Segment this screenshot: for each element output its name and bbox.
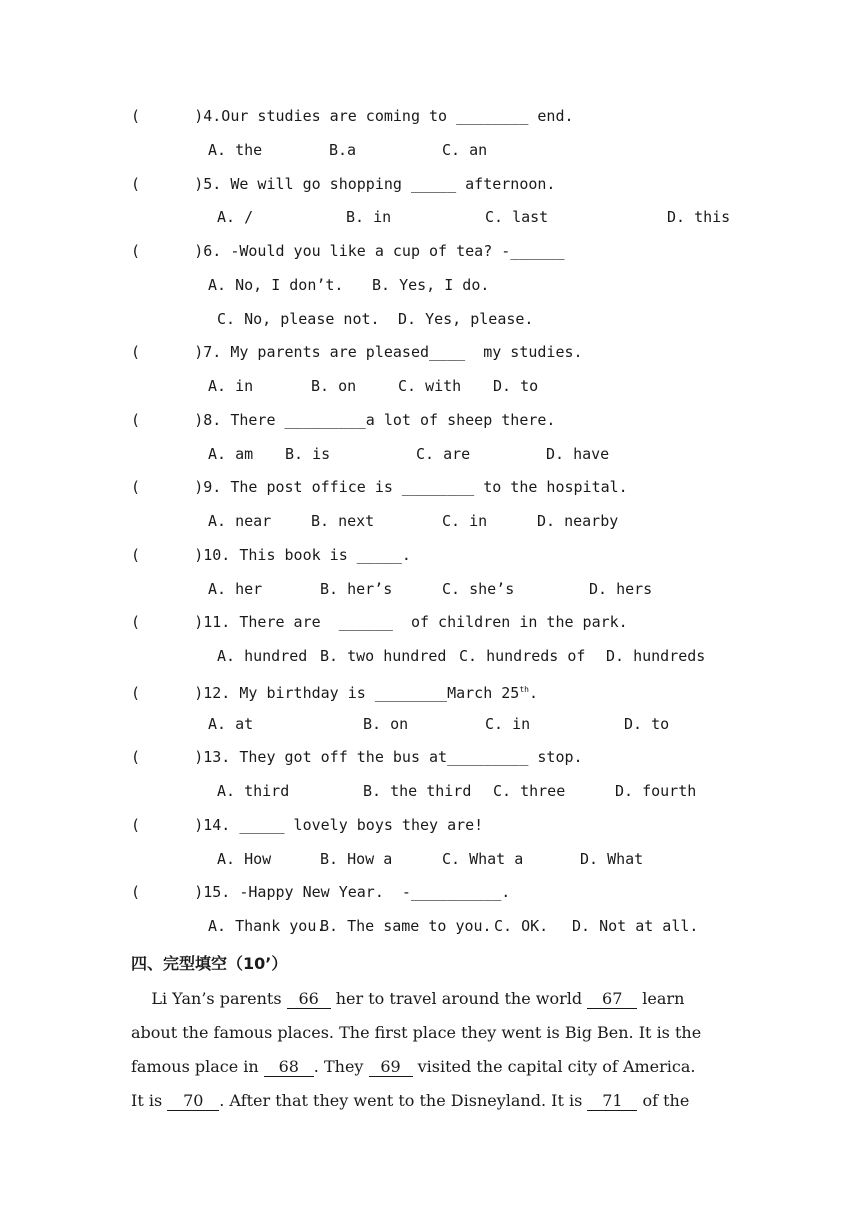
answer-option[interactable]: D. to: [624, 714, 670, 733]
question-text: ( )13. They got off the bus at_________ stop.: [131, 748, 583, 767]
passage-line-1: [131, 988, 731, 1010]
answer-option[interactable]: C. No, please not.: [217, 309, 380, 328]
answer-option[interactable]: A. near: [208, 512, 272, 530]
question-text: ( )9. The post office is ________ to the hospital.: [131, 478, 628, 497]
question-text: ( )14. _____ lovely boys they are!: [131, 815, 484, 834]
answer-option[interactable]: B. The same to you.: [320, 917, 492, 935]
blank-67[interactable]: 67: [587, 990, 637, 1009]
passage-line-2: about the famous places. The first place they went is Big Ben. It is the: [131, 1023, 702, 1042]
answer-option[interactable]: C. What a: [442, 849, 524, 868]
answer-option[interactable]: B.a: [329, 140, 357, 159]
answer-option[interactable]: B. on: [311, 377, 357, 395]
answer-option[interactable]: D. What: [580, 849, 644, 868]
answer-option[interactable]: B. Yes, I do.: [372, 275, 490, 294]
question-text: ( )4.Our studies are coming to ________ end.: [131, 107, 574, 125]
passage-text: learn: [637, 989, 685, 1008]
question-text: ( )5. We will go shopping _____ afternoon.: [131, 174, 556, 193]
answer-option[interactable]: D. Not at all.: [572, 917, 699, 935]
answer-option[interactable]: A. third: [217, 782, 290, 800]
answer-option[interactable]: A. hundred: [217, 647, 308, 665]
answer-option[interactable]: A. Thank you.: [208, 917, 326, 935]
question-text: ( )12. My birthday is ________March 25: [131, 683, 520, 702]
question-stem: [131, 680, 538, 703]
answer-option[interactable]: C. OK.: [494, 917, 549, 935]
answer-option[interactable]: C. with: [398, 377, 462, 395]
question-text: ( )11. There are ______ of children in the park.: [131, 613, 628, 632]
passage-line-4: [131, 1090, 731, 1112]
answer-option[interactable]: A. at: [208, 714, 254, 733]
passage-text: . They: [313, 1057, 369, 1076]
answer-option[interactable]: A. am: [208, 444, 254, 463]
passage-text: visited the capital city of America.: [412, 1057, 696, 1076]
question-stem: [131, 882, 510, 902]
blank-71[interactable]: 71: [587, 1092, 637, 1111]
answer-option[interactable]: D. hers: [589, 579, 653, 598]
question-text: ( )8. There _________a lot of sheep there.: [131, 410, 556, 429]
section-heading: 四、完型填空（10’）: [131, 954, 288, 973]
passage-text: famous place in: [131, 1057, 264, 1076]
question-text: ( )6. -Would you like a cup of tea? -______: [131, 242, 565, 260]
passage-text: of the: [637, 1091, 690, 1110]
question-stem: [131, 342, 583, 362]
answer-option[interactable]: A. her: [208, 579, 263, 598]
answer-option[interactable]: C. an: [442, 140, 488, 159]
question-stem: [131, 477, 628, 497]
question-stem: [131, 747, 583, 767]
question-text: ( )7. My parents are pleased____ my studies.: [131, 343, 583, 362]
question-stem: [131, 545, 411, 565]
passage-text: her to travel around the world: [330, 989, 588, 1008]
passage-line-3: [131, 1056, 731, 1078]
question-text: ( )15. -Happy New Year. -__________.: [131, 883, 511, 902]
answer-option[interactable]: B. How a: [320, 849, 393, 868]
question-stem: [131, 612, 628, 632]
answer-option[interactable]: D. nearby: [537, 512, 619, 530]
answer-option[interactable]: C. in: [485, 714, 531, 733]
answer-option[interactable]: C. she’s: [442, 579, 515, 598]
blank-68[interactable]: 68: [264, 1058, 314, 1077]
question-text-end: .: [528, 683, 538, 702]
answer-option[interactable]: B. two hundred: [320, 647, 447, 665]
passage-text: It is: [131, 1091, 168, 1110]
answer-option[interactable]: B. the third: [363, 782, 472, 800]
question-stem: [131, 106, 574, 126]
answer-option[interactable]: C. in: [442, 512, 488, 530]
answer-option[interactable]: B. in: [346, 208, 392, 227]
blank-70[interactable]: 70: [167, 1092, 219, 1111]
answer-option[interactable]: A. the: [208, 140, 263, 159]
question-stem: [131, 410, 555, 430]
answer-option[interactable]: B. is: [285, 444, 331, 463]
answer-option[interactable]: A. /: [217, 208, 254, 227]
answer-option[interactable]: A. No, I don’t.: [208, 275, 344, 294]
question-text: ( )10. This book is _____.: [131, 545, 411, 564]
answer-option[interactable]: B. her’s: [320, 579, 393, 598]
question-stem: [131, 815, 483, 835]
passage-text: Li Yan’s parents: [131, 989, 287, 1008]
answer-option[interactable]: D. to: [493, 377, 539, 395]
answer-option[interactable]: A. in: [208, 377, 254, 395]
question-stem: [131, 241, 564, 261]
answer-option[interactable]: A. How: [217, 849, 272, 868]
answer-option[interactable]: C. last: [485, 208, 549, 227]
passage-text: . After that they went to the Disneyland. It is: [219, 1091, 588, 1110]
answer-option[interactable]: C. are: [416, 444, 471, 463]
answer-option[interactable]: C. three: [493, 782, 566, 800]
answer-option[interactable]: D. this: [667, 208, 731, 227]
blank-66[interactable]: 66: [287, 990, 331, 1009]
answer-option[interactable]: D. have: [546, 444, 610, 463]
answer-option[interactable]: C. hundreds of: [459, 647, 586, 665]
blank-69[interactable]: 69: [369, 1058, 413, 1077]
answer-option[interactable]: B. on: [363, 714, 409, 733]
question-stem: [131, 174, 555, 194]
answer-option[interactable]: D. fourth: [615, 782, 697, 800]
superscript: th: [519, 684, 529, 694]
answer-option[interactable]: D. Yes, please.: [398, 309, 534, 328]
answer-option[interactable]: D. hundreds: [606, 647, 706, 665]
answer-option[interactable]: B. next: [311, 512, 375, 530]
